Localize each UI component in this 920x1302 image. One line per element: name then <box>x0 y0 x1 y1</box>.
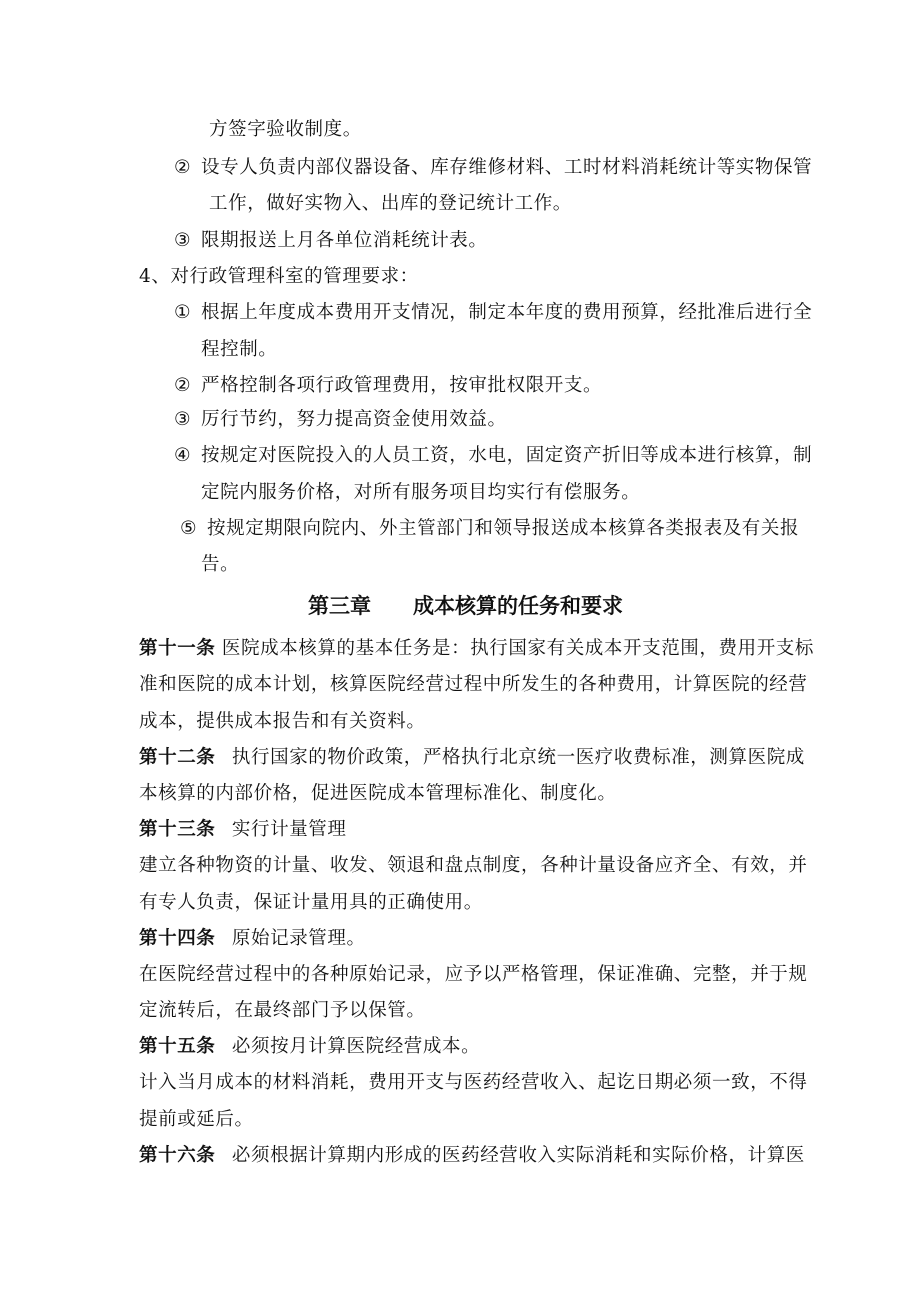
item-number: ③ <box>174 230 192 251</box>
item-text: 设专人负责内部仪器设备、库存维修材料、工时材料消耗统计等实物保管 <box>201 157 813 178</box>
article <box>139 818 347 842</box>
list-item <box>174 229 488 253</box>
list-item <box>174 444 812 468</box>
article-text: 建立各种物资的计量、收发、领退和盘点制度，各种计量设备应齐全、有效，并 <box>139 855 808 876</box>
article-text: 在医院经营过程中的各种原始记录，应予以严格管理，保证准确、完整，并于规 <box>139 964 808 985</box>
article-text: 医院成本核算的基本任务是：执行国家有关成本开支范围，费用开支标 <box>221 638 814 659</box>
article-text: 计入当月成本的材料消耗，费用开支与医药经营收入、起讫日期必须一致，不得 <box>139 1072 808 1093</box>
item-text: 严格控制各项行政管理费用，按审批权限开支。 <box>201 375 603 396</box>
item-text: 告。 <box>201 554 240 575</box>
article <box>139 1035 480 1059</box>
article-label: 第十四条 <box>139 928 216 949</box>
item-number: ② <box>174 375 192 396</box>
chapter-number: 第三章 <box>308 593 371 618</box>
item-text: 程控制。 <box>201 339 278 360</box>
item-number: ③ <box>174 409 192 430</box>
item-text: 限期报送上月各单位消耗统计表。 <box>201 230 488 251</box>
article <box>139 1144 805 1168</box>
item-text: 厉行节约，努力提高资金使用效益。 <box>201 409 507 430</box>
article-text: 原始记录管理。 <box>231 928 366 949</box>
article <box>139 927 366 951</box>
list-item <box>174 408 507 432</box>
list-item <box>180 517 799 541</box>
chapter-heading <box>308 592 623 620</box>
item-number: ② <box>174 157 192 178</box>
list-item <box>174 301 812 325</box>
list-item <box>174 156 812 180</box>
item-number: ④ <box>174 445 192 466</box>
item-text: 工作，做好实物入、出库的登记统计工作。 <box>209 193 572 214</box>
list-item <box>174 374 602 398</box>
article-text: 执行国家的物价政策，严格执行北京统一医疗收费标准，测算医院成 <box>231 747 805 768</box>
article-label: 第十六条 <box>139 1145 216 1166</box>
article-text: 本核算的内部价格，促进医院成本管理标准化、制度化。 <box>139 783 617 804</box>
item-number: ① <box>174 302 192 323</box>
article-text: 提前或延后。 <box>139 1109 254 1130</box>
article-text: 必须按月计算医院经营成本。 <box>231 1036 481 1057</box>
item-text: 根据上年度成本费用开支情况，制定本年度的费用预算，经批准后进行全 <box>201 302 813 323</box>
item-text: 定院内服务价格，对所有服务项目均实行有偿服务。 <box>201 482 641 503</box>
article-text: 有专人负责，保证计量用具的正确使用。 <box>139 892 483 913</box>
article-label: 第十二条 <box>139 747 216 768</box>
section-title: 4、对行政管理科室的管理要求： <box>139 266 419 287</box>
item-number: ⑤ <box>180 518 198 539</box>
article-text: 成本，提供成本报告和有关资料。 <box>139 711 426 732</box>
chapter-title: 成本核算的任务和要求 <box>413 593 623 618</box>
item-text: 按规定期限向院内、外主管部门和领导报送成本核算各类报表及有关报 <box>207 518 800 539</box>
item-text: 按规定对医院投入的人员工资，水电，固定资产折旧等成本进行核算，制 <box>201 445 813 466</box>
article <box>139 637 814 661</box>
article-label: 第十五条 <box>139 1036 216 1057</box>
article-label: 第十三条 <box>139 819 216 840</box>
item-text: 方签字验收制度。 <box>209 119 362 140</box>
article-text: 定流转后，在最终部门予以保管。 <box>139 1000 426 1021</box>
article-text: 必须根据计算期内形成的医药经营收入实际消耗和实际价格，计算医 <box>231 1145 805 1166</box>
article-label: 第十一条 <box>139 638 216 659</box>
article-text: 实行计量管理 <box>231 819 347 840</box>
article-text: 准和医院的成本计划，核算医院经营过程中所发生的各种费用，计算医院的经营 <box>139 674 808 695</box>
article <box>139 746 805 770</box>
